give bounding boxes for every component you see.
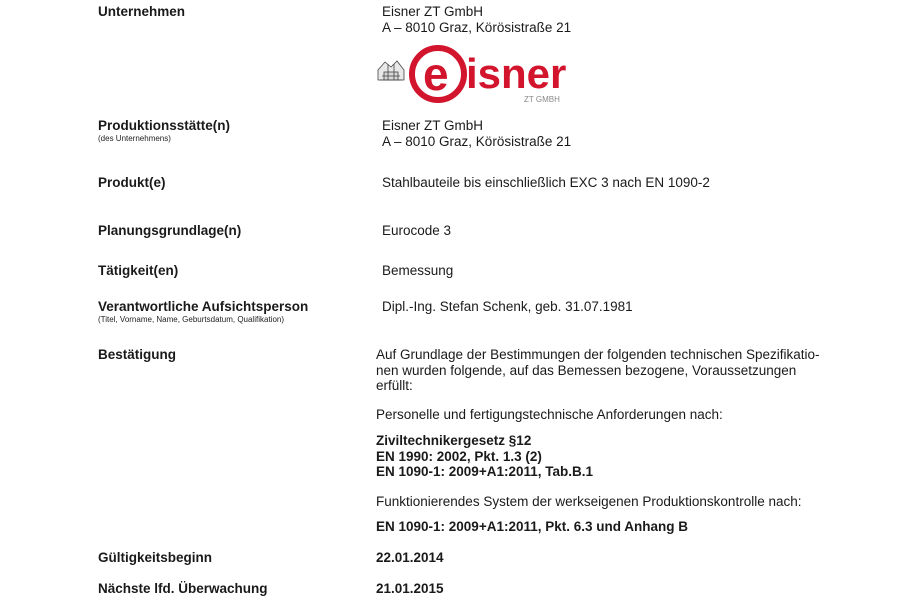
- bestaetigung-label: Bestätigung: [98, 347, 177, 362]
- personell-item-2: EN 1990: 2002, Pkt. 1.3 (2): [376, 448, 542, 464]
- eisner-logo-graphic: [376, 44, 586, 106]
- ueberwachung-label: Nächste lfd. Überwachung: [98, 581, 268, 596]
- produkt-label: Produkt(e): [98, 175, 166, 190]
- planungsgrundlage-value: Eurocode 3: [382, 223, 452, 238]
- aufsichtsperson-sublabel: (Titel, Vorname, Name, Geburtsdatum, Qualifikation): [98, 315, 284, 324]
- logo-tagline: ZT GMBH: [524, 95, 560, 104]
- personell-item-3: EN 1090-1: 2009+A1:2011, Tab.B.1: [376, 464, 594, 479]
- produkt-value: Stahlbauteile bis einschließlich EXC 3 nach EN 1090-2: [382, 175, 710, 190]
- taetigkeit-value: Bemessung: [382, 263, 454, 278]
- taetigkeit-label: Tätigkeit(en): [98, 263, 179, 278]
- aufsichtsperson-value: Dipl.-Ing. Stefan Schenk, geb. 31.07.1981: [382, 299, 633, 314]
- logo-wordmark: isner: [466, 50, 567, 97]
- gueltigkeitsbeginn-value: 22.01.2014: [376, 550, 444, 565]
- wpk-item: EN 1090-1: 2009+A1:2011, Pkt. 6.3 und Anhang B: [376, 519, 689, 534]
- ueberwachung-value: 21.01.2015: [376, 581, 444, 596]
- logo-initial: e: [423, 48, 449, 100]
- personell-item-1: Ziviltechnikergesetz §12: [376, 433, 532, 448]
- produktionsstaette-line-2: A – 8010 Graz, Körösistraße 21: [382, 134, 572, 149]
- crest-icon: [378, 61, 404, 80]
- produktionsstaette-line-1: Eisner ZT GmbH: [382, 118, 484, 133]
- unternehmen-line-2: A – 8010 Graz, Körösistraße 21: [382, 20, 572, 35]
- gueltigkeitsbeginn-label: Gültigkeitsbeginn: [98, 550, 213, 565]
- personell-list: [376, 433, 836, 480]
- unternehmen-line-1: Eisner ZT GmbH: [382, 4, 484, 19]
- bestaetigung-intro-line-2: nen wurden folgende, auf das Bemessen bezogene, Voraussetzungen: [376, 362, 797, 378]
- bestaetigung-intro-line-3: erfüllt:: [376, 378, 413, 393]
- wpk-heading: Funktionierendes System der werkseigenen Produktionskontrolle nach:: [376, 494, 802, 509]
- planungsgrundlage-label: Planungsgrundlage(n): [98, 223, 242, 238]
- produktionsstaette-label: Produktionsstätte(n): [98, 118, 231, 133]
- unternehmen-value: [382, 4, 571, 36]
- bestaetigung-intro: [376, 347, 836, 394]
- personell-heading: Personelle und fertigungstechnische Anforderungen nach:: [376, 407, 723, 422]
- bestaetigung-intro-line-1: Auf Grundlage der Bestimmungen der folgenden technischen Spezifikatio-: [376, 347, 820, 362]
- unternehmen-label: Unternehmen: [98, 4, 186, 19]
- produktionsstaette-value: [382, 118, 571, 150]
- aufsichtsperson-label: Verantwortliche Aufsichtsperson: [98, 299, 309, 314]
- eisner-logo: [376, 44, 586, 106]
- produktionsstaette-sublabel: (des Unternehmens): [98, 134, 171, 143]
